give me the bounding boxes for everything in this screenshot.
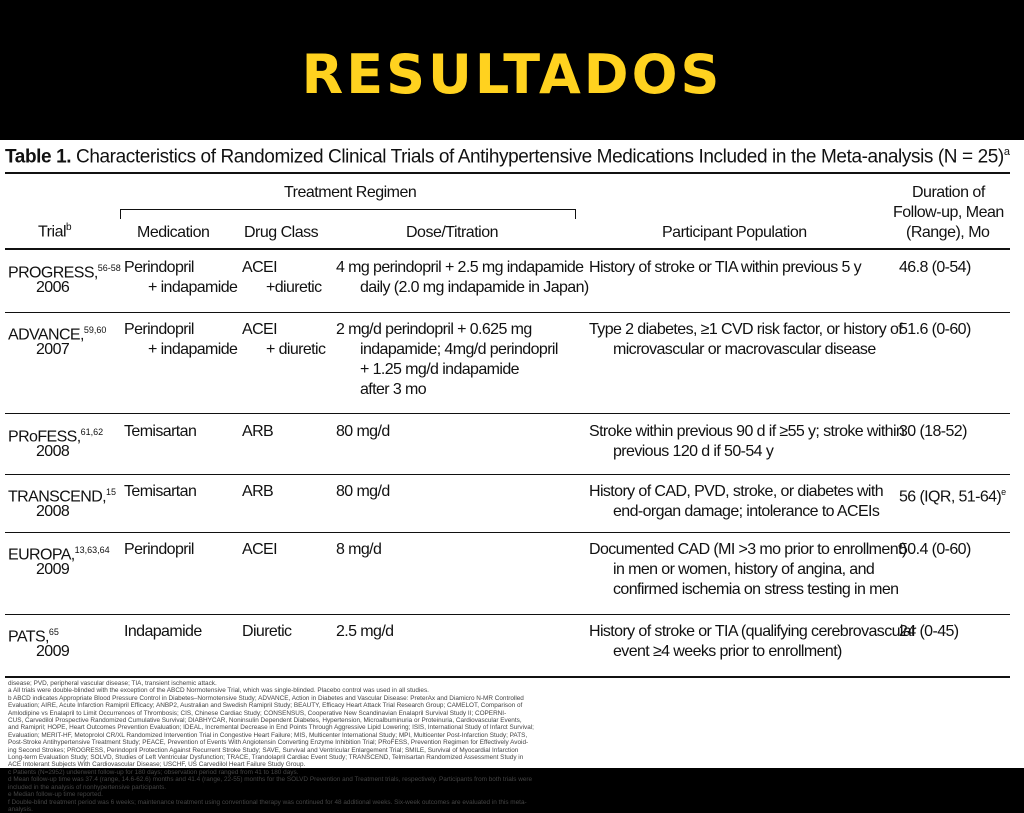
row-dose: 2 mg/d perindopril + 0.625 mg bbox=[336, 321, 532, 338]
row-followup-text: 51.6 (0-60) bbox=[899, 321, 971, 338]
footnote-line: Evaluation; AIRE, Acute Infarction Ramipril Efficacy; ANBP2, Australian and Swedish Ramipril Study; BEAUTY, Efficacy Heart Attack Trial Research Group; CAMELOT, Comparison of bbox=[8, 702, 523, 710]
footnote-line: d Mean follow-up time was 37.4 (range, 14.6-62.6) months and 41.4 (range, 22-55) months for the SOLVD Prevention and Treatment trials, respectively. Participants from both trials were bbox=[8, 776, 533, 784]
col-header-followup-2: Follow-up, Mean bbox=[893, 204, 1004, 221]
footnote-line: Amlodipine vs Enalapril to Limit Occurrences of Thrombosis; CIS, Chinese Cardiac Study; CONSENSUS, Cooperative New Scandinavian Enalapril Survival Study II; COPERNI- bbox=[8, 709, 507, 717]
row-medication: Perindopril bbox=[124, 321, 194, 338]
footnote-line: Long-term Evaluation Study; SOLVD, Studies of Left Ventricular Dysfunction; TRACE, Trandolapril Cardiac Event Study; TRANSCEND, Telmisartan Randomized Assessment Study in bbox=[8, 754, 524, 762]
row-followup-text: 46.8 (0-54) bbox=[899, 259, 971, 276]
row-trial-name-text: PATS, bbox=[8, 628, 49, 646]
footnote-line: analysis. bbox=[8, 805, 33, 813]
footnote-line: included in the analysis of nonhypertensive participants. bbox=[8, 783, 167, 791]
row-trial-ref: 65 bbox=[48, 627, 59, 637]
row-population: end-organ damage; intolerance to ACEIs bbox=[613, 503, 880, 520]
row-drug-class: Diuretic bbox=[242, 623, 292, 640]
footnote-line: and Ramipril; HOPE, Heart Outcomes Prevention Evaluation; IDEAL, Incremental Decrease in End Points Through Aggressive Lipid Lowering; ISIS, International Study of Infarct Survival; bbox=[8, 724, 534, 732]
row-dose: after 3 mo bbox=[360, 381, 427, 398]
row-dose: 8 mg/d bbox=[336, 541, 382, 558]
row-divider bbox=[5, 312, 1010, 313]
row-population: confirmed ischemia on stress testing in men bbox=[613, 581, 899, 598]
row-followup bbox=[899, 320, 971, 340]
row-population: in men or women, history of angina, and bbox=[613, 561, 875, 578]
footnote-line: c Patients (N=2952) underwent follow-up for 180 days; observation period ranged from 41 to 180 days. bbox=[8, 768, 299, 776]
group-bracket-right bbox=[575, 209, 576, 219]
col-header-followup-1: Duration of bbox=[912, 184, 985, 201]
table-caption-label: Table 1. bbox=[5, 146, 72, 168]
row-population: History of CAD, PVD, stroke, or diabetes with bbox=[589, 483, 884, 500]
row-trial-name-text: PRoFESS, bbox=[8, 428, 81, 446]
row-followup-text: 50.4 (0-60) bbox=[899, 541, 971, 558]
col-header-trial bbox=[38, 222, 71, 241]
col-header-dose: Dose/Titration bbox=[406, 224, 498, 241]
footnote-line: disease; PVD, peripheral vascular disease; TIA, transient ischemic attack. bbox=[8, 680, 217, 687]
row-medication: + indapamide bbox=[148, 279, 238, 296]
row-trial-ref: 13,63,64 bbox=[74, 545, 110, 555]
footnote-line: b ABCD indicates Appropriate Blood Pressure Control in Diabetes–Normotensive Study; ADVANCE, Action in Diabetes and Vascular Disease: PreterAx and Diamicro N-MR Controlled bbox=[8, 694, 524, 702]
row-drug-class: ACEI bbox=[242, 541, 277, 558]
row-dose: + 1.25 mg/d indapamide bbox=[360, 361, 519, 378]
group-header: Treatment Regimen bbox=[284, 184, 417, 201]
row-followup bbox=[899, 540, 971, 560]
footnote-line: ing Second Strokes; PROGRESS, Perindopril Protection Against Recurrent Stroke Study; SAVE, Survival and Ventricular Enlargement Trial; SMILE, Survival of Myocardial Infarction bbox=[8, 746, 519, 754]
row-followup bbox=[899, 622, 959, 642]
row-dose: 80 mg/d bbox=[336, 423, 390, 440]
row-dose: 2.5 mg/d bbox=[336, 623, 394, 640]
row-divider bbox=[5, 474, 1010, 475]
footnote-line: f Double-blind treatment period was 6 weeks; maintenance treatment using conventional therapy was continued for 48 additional weeks. Six-week outcomes are evaluated in this meta- bbox=[8, 798, 527, 806]
row-trial-name-text: ADVANCE, bbox=[8, 326, 84, 344]
row-population: History of stroke or TIA (qualifying cerebrovascular bbox=[589, 623, 916, 640]
row-followup bbox=[899, 482, 1006, 507]
row-followup-text: 30 (18-52) bbox=[899, 423, 967, 440]
footnote-line: Evaluation; MERIT-HF, Metoprolol CR/XL Randomized Intervention Trial in Congestive Heart Failure; MIS, Multicenter International Study; MPI, Multicenter Post-Infarction Study; PATS, bbox=[8, 731, 528, 739]
row-population: Type 2 diabetes, ≥1 CVD risk factor, or history of bbox=[589, 321, 903, 338]
row-drug-class: ACEI bbox=[242, 259, 277, 276]
footnote-line: e Median follow-up time reported. bbox=[8, 791, 103, 799]
row-dose: indapamide; 4mg/d perindopril bbox=[360, 341, 558, 358]
table-top-rule bbox=[5, 172, 1010, 174]
row-population: previous 120 d if 50-54 y bbox=[613, 443, 774, 460]
col-header-drug-class: Drug Class bbox=[244, 224, 319, 241]
row-population: microvascular or macrovascular disease bbox=[613, 341, 876, 358]
col-header-followup-3: (Range), Mo bbox=[906, 224, 990, 241]
row-divider bbox=[5, 532, 1010, 533]
row-followup bbox=[899, 422, 967, 442]
row-medication: Perindopril bbox=[124, 541, 194, 558]
row-followup-text: 56 (IQR, 51-64) bbox=[899, 488, 1002, 506]
row-followup-sup: e bbox=[1001, 487, 1007, 497]
col-header-population: Participant Population bbox=[662, 224, 807, 241]
row-medication: Perindopril bbox=[124, 259, 194, 276]
row-trial-ref: 56-58 bbox=[97, 263, 121, 273]
row-dose: 80 mg/d bbox=[336, 483, 390, 500]
row-medication: Indapamide bbox=[124, 623, 202, 640]
row-population: Documented CAD (MI >3 mo prior to enrollment) bbox=[589, 541, 907, 558]
footnote-line: ACE Intolerant Subjects With Cardiovascular Disease; USCHF, US Carvedilol Heart Failure Study Group. bbox=[8, 761, 306, 769]
header-rule bbox=[5, 248, 1010, 250]
row-drug-class: +diuretic bbox=[266, 279, 322, 296]
footnote-line: Post-Stroke Antihypertensive Treatment Study; PEACE, Prevention of Events With Angiotensin Converting Enzyme Inhibition Trial; PRoFESS, Prevention Regimen for Effectively Avoid- bbox=[8, 739, 529, 747]
col-header-trial-text: Trial bbox=[38, 223, 67, 241]
group-bracket-left bbox=[120, 209, 121, 219]
group-bracket bbox=[120, 209, 576, 210]
slide-title: RESULTADOS bbox=[301, 42, 723, 106]
row-drug-class: ACEI bbox=[242, 321, 277, 338]
row-trial-name-text: PROGRESS, bbox=[8, 264, 98, 282]
row-divider bbox=[5, 413, 1010, 414]
table-caption-text: Characteristics of Randomized Clinical Trials of Antihypertensive Medications Included in the Meta-analysis (N = 25) bbox=[76, 146, 1004, 168]
row-trial-year: 2009 bbox=[36, 561, 70, 578]
row-dose: daily (2.0 mg indapamide in Japan) bbox=[360, 279, 589, 296]
row-trial-name-text: TRANSCEND, bbox=[8, 488, 107, 506]
row-trial-year: 2006 bbox=[36, 279, 70, 296]
row-trial-ref: 59,60 bbox=[83, 325, 107, 335]
row-population: event ≥4 weeks prior to enrollment) bbox=[613, 643, 842, 660]
title-bar bbox=[0, 0, 1024, 140]
row-trial-year: 2009 bbox=[36, 643, 70, 660]
row-population: Stroke within previous 90 d if ≥55 y; stroke within bbox=[589, 423, 905, 440]
row-followup-text: 24 (0-45) bbox=[899, 623, 959, 640]
row-trial-year: 2008 bbox=[36, 503, 70, 520]
row-drug-class: + diuretic bbox=[266, 341, 326, 358]
row-followup bbox=[899, 258, 971, 278]
footnote-line: a All trials were double-blinded with the exception of the ABCD Normotensive Trial, which was single-blinded. Placebo control was used in all studies. bbox=[8, 687, 429, 695]
table-image bbox=[0, 140, 1024, 813]
row-drug-class: ARB bbox=[242, 483, 274, 500]
row-trial-name-text: EUROPA, bbox=[8, 546, 75, 564]
col-header-trial-sup: b bbox=[66, 222, 72, 233]
col-header-medication: Medication bbox=[137, 224, 210, 241]
row-dose: 4 mg perindopril + 2.5 mg indapamide bbox=[336, 259, 584, 276]
footnotes bbox=[8, 680, 1008, 813]
table-bottom-rule bbox=[5, 676, 1010, 678]
row-drug-class: ARB bbox=[242, 423, 274, 440]
row-population: History of stroke or TIA within previous 5 y bbox=[589, 259, 862, 276]
row-trial-year: 2008 bbox=[36, 443, 70, 460]
table-caption bbox=[5, 146, 1010, 168]
table-caption-sup: a bbox=[1003, 146, 1010, 158]
row-medication: Temisartan bbox=[124, 423, 197, 440]
row-trial-year: 2007 bbox=[36, 341, 70, 358]
row-trial-ref: 15 bbox=[106, 487, 117, 497]
footnote-line: CUS, Carvedilol Prospective Randomized Cumulative Survival; DIABHYCAR, Noninsulin Dependent Diabetes, Hypertension, Microalbuminuria or Proteinuria, Cardiovascular Events, bbox=[8, 717, 522, 725]
row-trial-ref: 61,62 bbox=[80, 427, 104, 437]
row-medication: Temisartan bbox=[124, 483, 197, 500]
row-divider bbox=[5, 614, 1010, 615]
row-medication: + indapamide bbox=[148, 341, 238, 358]
